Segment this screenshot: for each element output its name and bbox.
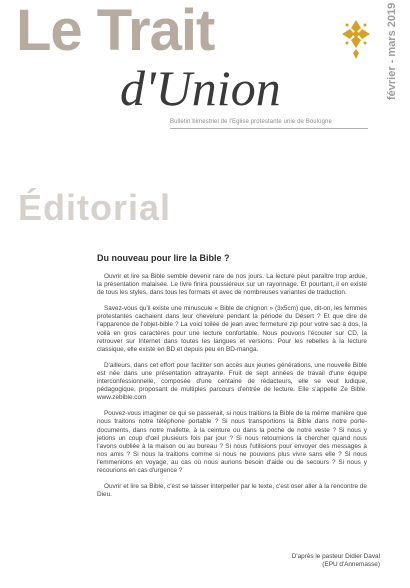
- article-paragraph: Ouvrir et lire sa Bible semble devenir rare de nos jours. La lecture peut paraître trop ardue, la présentation malaisée. Le livre finira poussiéreux sur un rayonnage. Et pourtant, il en existe de tous les styles, dans tous les formats et avec de nombreuses variantes de traduction.: [97, 273, 367, 297]
- article-paragraph: Savez-vous qu'il existe une minuscule « Bible de chignon » (3x5cm) que, dit-on, les femmes protestantes cachaient dans leur chevelure pendant la période du Désert ? Et que dire de l'apparence de l'objet-bible ? La voici toilée de jean avec fermeture zip pour votre sac à dos, la voilà en gros caractères pour une lecture confortable. Nous pouvons l'écouter sur CD, la retrouver sur Internet dans toutes les langues et versions. Pour les rebelles à la lecture classique, elle existe en BD et depuis peu en BD-manga.: [97, 305, 367, 353]
- signature-author: D'après le pasteur Didier Daval: [291, 553, 380, 560]
- masthead-title-top: Le Trait: [16, 0, 215, 63]
- issue-date: février - mars 2019: [386, 2, 398, 100]
- masthead-title-bottom: d'Union: [120, 60, 281, 116]
- masthead-subtitle: Bulletin bimestriel de l'Eglise protestante unie de Boulogne: [170, 119, 332, 125]
- signature-church: (EPU d'Annemasse): [322, 561, 380, 569]
- subtitle-divider: [170, 128, 368, 129]
- huguenot-cross-icon: [340, 18, 372, 60]
- article-body: [97, 273, 367, 507]
- signature: [292, 553, 380, 570]
- section-title: Éditorial: [18, 187, 172, 228]
- article-paragraph: Ouvrir et lire sa Bible, c'est se laisser interpeller par le texte, c'est oser aller à la rencontre de Dieu.: [97, 483, 367, 499]
- article-heading: Du nouveau pour lire la Bible ?: [97, 253, 230, 263]
- article-paragraph: D'ailleurs, dans cet effort pour faciliter son accès aux jeunes générations, une nouvelle Bible est née dans une présentation attrayante. Fruit de sept années de travail d'une équipe interconfessionnelle, composée d'une centaine de rédacteurs, elle se veut ludique, pédagogique, proposant de multiples parcours d'entrée de lecture. Elle s'appelle Ze Bible. www.zebible.com: [97, 361, 367, 402]
- article-paragraph: Pouvez-vous imaginer ce qui se passerait, si nous traitions la Bible de la même manière que nous traitons notre téléphone portable ? Si nous transportions la Bible dans notre porte-documents, dans notre mallette, à la ceinture ou dans la poche de notre veste ? Si nous y jetions un coup d'œil plusieurs fois par jour ? Si nous retournions la chercher quand nous l'avons oubliée à la maison ou au bureau ? Si nous l'utilisions pour envoyer des messages à nos amis ? Si nous la traitions comme si nous ne pouvions plus vivre sans elle ? Si nous l'emmenions en voyage, au cas où nous aurions besoin d'aide ou de secours ? Si nous y recourions en cas d'urgence ?: [97, 410, 367, 474]
